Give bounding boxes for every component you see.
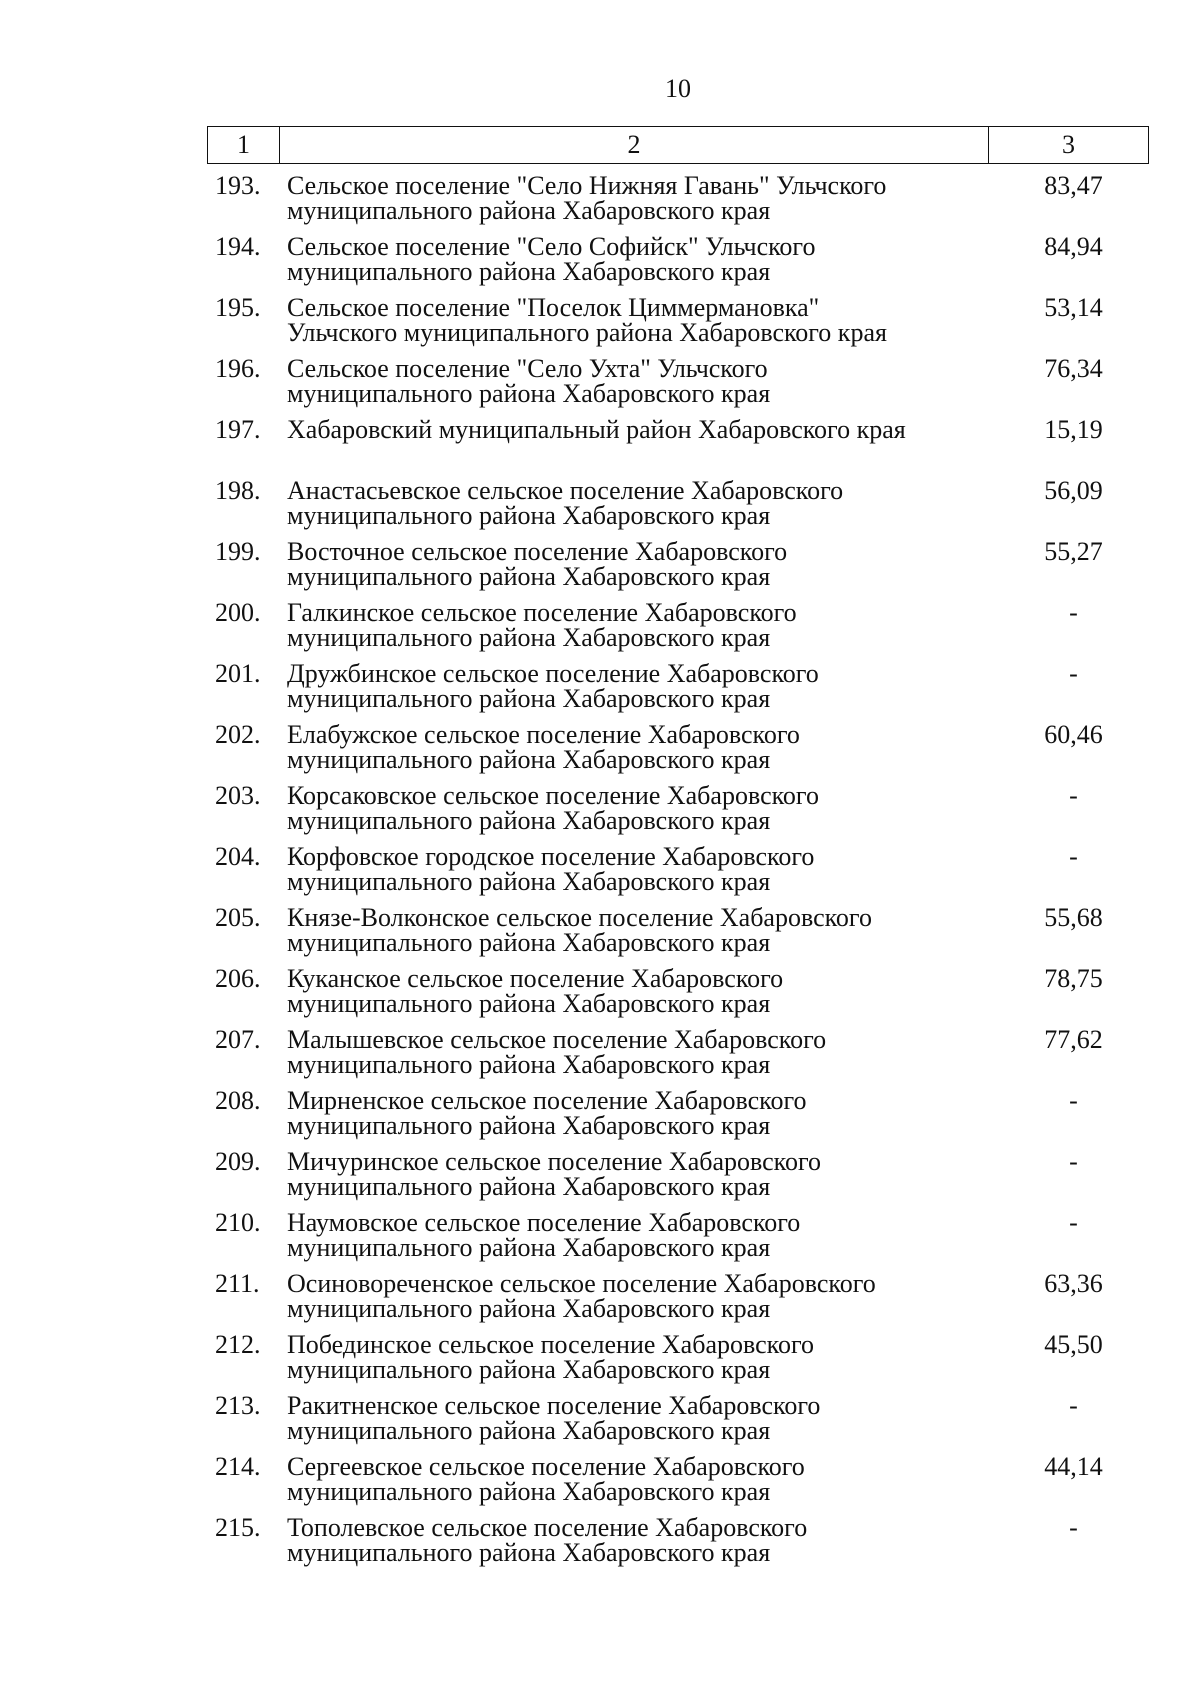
row-name-line-2: муниципального района Хабаровского края	[287, 379, 771, 408]
row-number: 215.	[215, 1513, 261, 1542]
table-row	[207, 658, 1149, 719]
table-row	[207, 780, 1149, 841]
row-name-line-1: Князе-Волконское сельское поселение Хабаровского	[287, 903, 872, 932]
row-name	[287, 173, 977, 223]
table-row	[207, 597, 1149, 658]
row-name-line-2: муниципального района Хабаровского края	[287, 1294, 771, 1323]
row-number: 193.	[215, 171, 261, 200]
table-row	[207, 475, 1149, 536]
table-row	[207, 231, 1149, 292]
row-name	[287, 478, 977, 528]
row-name	[287, 1088, 977, 1138]
row-value: 60,46	[1044, 720, 1103, 749]
table-row	[207, 1329, 1149, 1390]
row-name	[287, 295, 977, 345]
row-number: 198.	[215, 476, 261, 505]
row-name-line-2: муниципального района Хабаровского края	[287, 989, 771, 1018]
row-number: 204.	[215, 842, 261, 871]
row-name-line-1: Побединское сельское поселение Хабаровского	[287, 1330, 814, 1359]
row-name	[287, 966, 977, 1016]
row-name-line-1: Осиновореченское сельское поселение Хабаровского	[287, 1269, 876, 1298]
table-row	[207, 170, 1149, 231]
row-name	[287, 356, 977, 406]
row-value: 53,14	[1044, 293, 1103, 322]
row-value: -	[1069, 842, 1078, 871]
row-value: -	[1069, 781, 1078, 810]
row-number: 195.	[215, 293, 261, 322]
row-value: -	[1069, 1208, 1078, 1237]
row-value: 44,14	[1044, 1452, 1103, 1481]
row-name-line-1: Мичуринское сельское поселение Хабаровского	[287, 1147, 822, 1176]
row-value: -	[1069, 598, 1078, 627]
row-name	[287, 1454, 977, 1504]
row-name-line-1: Анастасьевское сельское поселение Хабаровского	[287, 476, 844, 505]
row-name	[287, 661, 977, 711]
row-name-line-2: муниципального района Хабаровского края	[287, 562, 771, 591]
row-number: 212.	[215, 1330, 261, 1359]
row-name-line-1: Сельское поселение "Поселок Циммермановка"	[287, 293, 820, 322]
row-name-line-2: муниципального района Хабаровского края	[287, 1172, 771, 1201]
row-name-line-1: Малышевское сельское поселение Хабаровского	[287, 1025, 827, 1054]
row-name-line-2: муниципального района Хабаровского края	[287, 1111, 771, 1140]
row-number: 202.	[215, 720, 261, 749]
table-row	[207, 719, 1149, 780]
row-name-line-2: муниципального района Хабаровского края	[287, 684, 771, 713]
row-value: 55,68	[1044, 903, 1103, 932]
row-number: 211.	[215, 1269, 260, 1298]
row-name-line-1: Сергеевское сельское поселение Хабаровского	[287, 1452, 805, 1481]
row-value: 84,94	[1044, 232, 1103, 261]
row-name-line-1: Мирненское сельское поселение Хабаровского	[287, 1086, 807, 1115]
table-row	[207, 292, 1149, 353]
row-value: -	[1069, 1086, 1078, 1115]
row-name-line-1: Корсаковское сельское поселение Хабаровского	[287, 781, 819, 810]
row-name	[287, 1393, 977, 1443]
row-name-line-2: муниципального района Хабаровского края	[287, 196, 771, 225]
row-value: 56,09	[1044, 476, 1103, 505]
table-header	[207, 126, 1149, 164]
row-value: 55,27	[1044, 537, 1103, 566]
header-col-1: 1	[208, 127, 280, 163]
row-name	[287, 844, 977, 894]
row-name-line-1: Наумовское сельское поселение Хабаровского	[287, 1208, 801, 1237]
row-name-line-2: муниципального района Хабаровского края	[287, 1477, 771, 1506]
row-name	[287, 722, 977, 772]
row-number: 199.	[215, 537, 261, 566]
row-name	[287, 234, 977, 284]
row-name	[287, 1210, 977, 1260]
row-number: 200.	[215, 598, 261, 627]
row-number: 203.	[215, 781, 261, 810]
row-number: 194.	[215, 232, 261, 261]
row-name	[287, 417, 977, 442]
row-number: 209.	[215, 1147, 261, 1176]
row-name-line-2: муниципального района Хабаровского края	[287, 1538, 771, 1567]
row-number: 210.	[215, 1208, 261, 1237]
table-row	[207, 1024, 1149, 1085]
row-value: 77,62	[1044, 1025, 1103, 1054]
row-number: 214.	[215, 1452, 261, 1481]
row-value: 76,34	[1044, 354, 1103, 383]
row-number: 206.	[215, 964, 261, 993]
row-value: 45,50	[1044, 1330, 1103, 1359]
row-name-line-1: Сельское поселение "Село Софийск" Ульчского	[287, 232, 816, 261]
row-name-line-2: муниципального района Хабаровского края	[287, 867, 771, 896]
row-name	[287, 539, 977, 589]
table-row	[207, 1146, 1149, 1207]
table-row	[207, 902, 1149, 963]
table-row	[207, 414, 1149, 475]
row-name-line-2: муниципального района Хабаровского края	[287, 257, 771, 286]
header-col-2: 2	[280, 127, 989, 163]
row-name-line-1: Елабужское сельское поселение Хабаровского	[287, 720, 800, 749]
table-row	[207, 841, 1149, 902]
row-name-line-1: Сельское поселение "Село Нижняя Гавань" Ульчского	[287, 171, 887, 200]
row-name-line-1: Ракитненское сельское поселение Хабаровского	[287, 1391, 821, 1420]
header-col-3: 3	[1062, 130, 1075, 159]
row-number: 196.	[215, 354, 261, 383]
table-row	[207, 353, 1149, 414]
row-value: -	[1069, 1391, 1078, 1420]
row-name-line-2: муниципального района Хабаровского края	[287, 623, 771, 652]
row-name	[287, 1271, 977, 1321]
row-name	[287, 1332, 977, 1382]
table-body	[207, 170, 1149, 1573]
row-name-line-1: Куканское сельское поселение Хабаровского	[287, 964, 784, 993]
row-number: 201.	[215, 659, 261, 688]
table-row	[207, 1207, 1149, 1268]
row-number: 197.	[215, 415, 261, 444]
table-row	[207, 963, 1149, 1024]
table-row	[207, 1268, 1149, 1329]
row-name-line-2: муниципального района Хабаровского края	[287, 1233, 771, 1262]
row-value: 83,47	[1044, 171, 1103, 200]
row-value: 78,75	[1044, 964, 1103, 993]
row-name-line-2: муниципального района Хабаровского края	[287, 806, 771, 835]
row-value: 15,19	[1044, 415, 1103, 444]
row-name-line-2: муниципального района Хабаровского края	[287, 1355, 771, 1384]
row-name	[287, 1027, 977, 1077]
row-name-line-1: Дружбинское сельское поселение Хабаровского	[287, 659, 819, 688]
row-number: 207.	[215, 1025, 261, 1054]
table-row	[207, 536, 1149, 597]
page-number: 10	[665, 74, 691, 103]
row-value: -	[1069, 659, 1078, 688]
row-name	[287, 600, 977, 650]
row-name-line-1: Сельское поселение "Село Ухта" Ульчского	[287, 354, 768, 383]
row-name-line-2: муниципального района Хабаровского края	[287, 928, 771, 957]
row-number: 213.	[215, 1391, 261, 1420]
row-name-line-2: муниципального района Хабаровского края	[287, 745, 771, 774]
table-row	[207, 1390, 1149, 1451]
row-name-line-1: Восточное сельское поселение Хабаровского	[287, 537, 788, 566]
row-name	[287, 905, 977, 955]
row-name-line-2: муниципального района Хабаровского края	[287, 1416, 771, 1445]
row-name-line-1: Хабаровский муниципальный район Хабаровского края	[287, 415, 906, 444]
table-row	[207, 1085, 1149, 1146]
row-name	[287, 1515, 977, 1565]
row-name-line-2: муниципального района Хабаровского края	[287, 501, 771, 530]
row-value: 63,36	[1044, 1269, 1103, 1298]
row-name-line-1: Галкинское сельское поселение Хабаровского	[287, 598, 797, 627]
row-value: -	[1069, 1513, 1078, 1542]
row-name	[287, 783, 977, 833]
row-name	[287, 1149, 977, 1199]
row-number: 205.	[215, 903, 261, 932]
row-name-line-1: Тополевское сельское поселение Хабаровского	[287, 1513, 808, 1542]
row-name-line-2: Ульчского муниципального района Хабаровского края	[287, 318, 887, 347]
table-row	[207, 1451, 1149, 1512]
row-name-line-2: муниципального района Хабаровского края	[287, 1050, 771, 1079]
row-name-line-1: Корфовское городское поселение Хабаровского	[287, 842, 815, 871]
row-value: -	[1069, 1147, 1078, 1176]
table-row	[207, 1512, 1149, 1573]
row-number: 208.	[215, 1086, 261, 1115]
